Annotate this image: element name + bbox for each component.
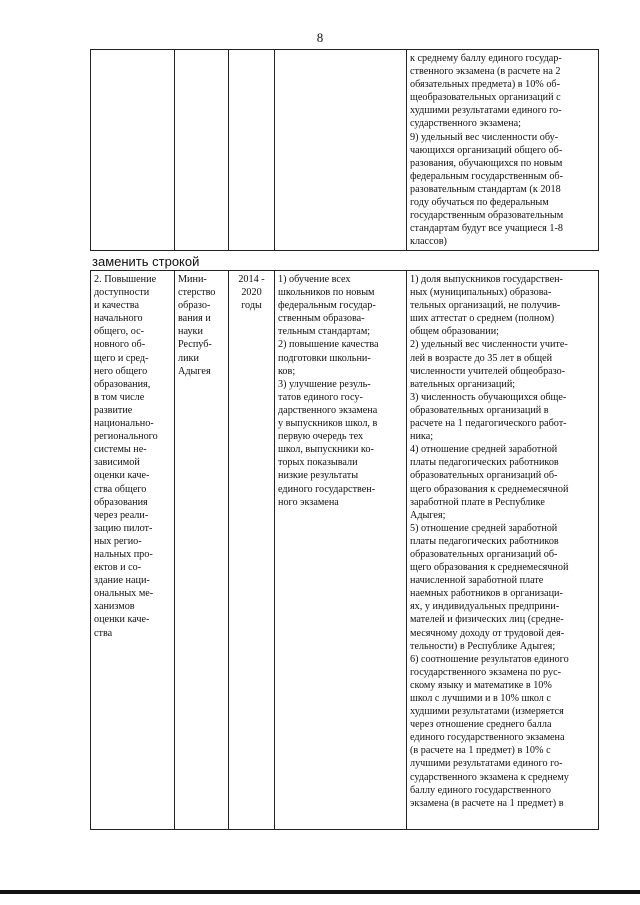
text-line: начисленной заработной плате [410, 575, 544, 587]
text-line: 2) повышение качества [278, 339, 379, 351]
text-line: ших аттестат о среднем (полном) [410, 313, 555, 325]
text-line: заработной плате в Республике [410, 496, 545, 508]
executor-cell [175, 50, 229, 251]
text-line: через реали- [94, 509, 149, 521]
page-number: 8 [316, 30, 324, 45]
text-line: образования, [94, 378, 151, 390]
text-line: единого государственного экзамена [410, 732, 565, 744]
text-line: щего образования к среднемесячной [410, 562, 569, 574]
text-line: развитие [94, 404, 133, 416]
text-line: годы [241, 300, 262, 312]
text-line: к среднему баллу единого государ- [410, 53, 562, 64]
text-line: федеральным государственным об- [410, 170, 563, 182]
text-line: ственным образова- [278, 313, 365, 325]
text-line: месячному доходу от трудовой дея- [410, 627, 565, 639]
text-line: национально- [94, 418, 154, 430]
text-line: сударственного экзамена; [410, 118, 521, 130]
text-line: ных (муниципальных) образова- [410, 287, 552, 299]
text-line: дарственного экзамена [278, 404, 378, 416]
indicators-cell [407, 271, 599, 830]
text-line: 2) удельный вес численности учите- [410, 339, 568, 351]
text-line: ях, у индивидуальных предприни- [410, 601, 560, 613]
text-line: образовательных организаций в [410, 404, 549, 416]
text-line: Адыгея; [410, 509, 446, 521]
text-line: разовательным стандартам (к 2018 [410, 183, 561, 195]
text-line: тельных организаций, не получив- [410, 300, 561, 312]
text-line: вательных организаций; [410, 378, 516, 390]
results-cell [275, 271, 407, 830]
text-line: расчете на 1 педагогического работ- [410, 418, 567, 430]
text-line: ков; [278, 365, 296, 377]
text-line: государственным образовательным [410, 210, 564, 222]
text-line: лучшими результатами единого го- [410, 758, 563, 770]
text-line: мателей и физических лиц (средне- [410, 614, 564, 626]
text-line: него общего [94, 365, 148, 377]
text-line: Адыгея [178, 365, 211, 377]
text-line: образо- [178, 300, 211, 312]
replacement-table [90, 270, 599, 830]
task-cell [91, 271, 175, 830]
text-line: нальных про- [94, 548, 153, 560]
text-line: единого государствен- [278, 483, 376, 495]
text-line: образовательных организаций об- [410, 470, 558, 482]
text-line: школьников по новым [278, 287, 375, 299]
text-line: первую очередь тех [278, 431, 364, 443]
text-line: подготовки школьни- [278, 352, 371, 364]
text-line: начального [94, 313, 143, 325]
text-line: численности учителей общеобразо- [410, 365, 566, 377]
text-line: 5) отношение средней заработной [410, 522, 558, 534]
text-line: татов единого госу- [278, 391, 363, 403]
text-line: 2. Повышение [94, 274, 157, 285]
text-line: ональных ме- [94, 588, 154, 600]
text-line: регионального [94, 431, 158, 443]
replace-with-row-caption: заменить строкой [92, 254, 200, 269]
text-line: худшими результатами (измеряется [410, 706, 564, 718]
text-line: лики [178, 352, 199, 364]
text-line: ника; [410, 431, 434, 443]
text-line: Респуб- [178, 339, 212, 351]
text-line: Мини- [178, 274, 207, 285]
text-line: ектов и со- [94, 562, 142, 574]
text-line: обязательных предмета) в 10% об- [410, 79, 561, 91]
results-cell [275, 50, 407, 251]
table-row [91, 271, 599, 830]
text-line: 2014 - [238, 274, 265, 285]
text-line: тельным стандартам; [278, 326, 371, 338]
text-line: ханизмов [94, 601, 135, 613]
text-line: щего и сред- [94, 352, 149, 364]
text-line: общего, ос- [94, 326, 145, 338]
text-line: классов) [410, 236, 447, 248]
indicators-cell [407, 50, 599, 251]
text-line: щего образования к среднемесячной [410, 483, 569, 495]
text-line: и качества [94, 300, 139, 312]
text-line: экзамена (в расчете на 1 предмет) в [410, 797, 564, 809]
text-line: ственного экзамена (в расчете на 2 [410, 66, 561, 78]
text-line: низкие результаты [278, 470, 359, 482]
period-cell [229, 271, 275, 830]
text-line: ного экзамена [278, 496, 339, 508]
text-line: платы педагогических работников [410, 535, 559, 547]
text-line: школ с лучшими и в 10% школ с [410, 693, 551, 704]
text-line: наемных работников в организаци- [410, 588, 563, 600]
text-line: общем образовании; [410, 326, 499, 338]
table-row [91, 50, 599, 251]
text-line: у выпускников школ, в [278, 418, 378, 430]
text-line: торых показывали [278, 457, 358, 469]
text-line: доступности [94, 287, 150, 299]
text-line: ства общего [94, 483, 147, 495]
text-line: баллу единого государственного [410, 784, 551, 796]
text-line: системы не- [94, 444, 147, 456]
text-line: разования, обучающихся по новым [410, 157, 563, 169]
text-line: оценки каче- [94, 614, 150, 626]
text-line: образования [94, 496, 148, 508]
text-line: через отношение среднего балла [410, 719, 552, 731]
text-line: 2020 [241, 287, 262, 299]
text-line: ства [94, 627, 113, 639]
period-cell [229, 50, 275, 251]
text-line: 9) удельный вес численности обу- [410, 131, 559, 143]
text-line: скому языку и математике в 10% [410, 679, 552, 691]
text-line: образовательных организаций об- [410, 548, 558, 560]
text-line: в том числе [94, 391, 145, 403]
text-line: лей в возрасте до 35 лет в общей [410, 352, 553, 364]
text-line: науки [178, 326, 203, 338]
text-line: 6) соотношение результатов единого [410, 653, 569, 665]
text-line: государственного экзамена по рус- [410, 666, 562, 678]
text-line: вания и [178, 313, 211, 325]
text-line: зацию пилот- [94, 522, 153, 534]
bottom-border [0, 890, 640, 894]
text-line: школ, выпускники ко- [278, 444, 374, 456]
executor-cell [175, 271, 229, 830]
text-line: стандартам будут все учащиеся 1-8 [410, 223, 563, 235]
text-line: 1) обучение всех [278, 274, 351, 285]
text-line: щеобразовательных организаций с [410, 92, 561, 104]
text-line: худшими результатами единого го- [410, 105, 562, 117]
text-line: стерство [178, 287, 216, 299]
text-line: 1) доля выпускников государствен- [410, 274, 563, 285]
text-line: тельности) в Республике Адыгея; [410, 640, 556, 652]
text-line: чающихся организаций общего об- [410, 144, 563, 156]
text-line: ных регио- [94, 535, 142, 547]
text-line: году обучаться по федеральным [410, 197, 549, 209]
continuation-table [90, 49, 599, 251]
text-line: федеральным государ- [278, 300, 376, 312]
text-line: новного об- [94, 339, 146, 351]
text-line: 4) отношение средней заработной [410, 444, 558, 456]
text-line: 3) численность обучающихся обще- [410, 391, 567, 403]
text-line: 3) улучшение резуль- [278, 378, 371, 390]
task-cell [91, 50, 175, 251]
text-line: (в расчете на 1 предмет) в 10% с [410, 745, 551, 757]
text-line: сударственного экзамена к среднему [410, 771, 569, 783]
text-line: зависимой [94, 457, 140, 469]
text-line: платы педагогических работников [410, 457, 559, 469]
text-line: здание наци- [94, 575, 150, 587]
text-line: оценки каче- [94, 470, 150, 482]
